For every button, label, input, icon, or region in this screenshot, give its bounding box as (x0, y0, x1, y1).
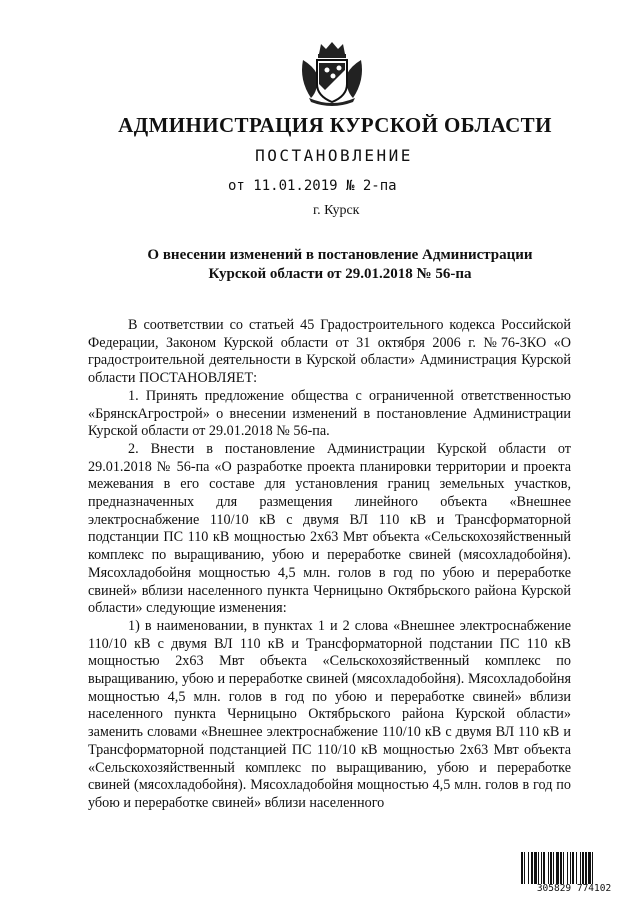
document-body (88, 317, 571, 813)
paragraph-preamble: В соответствии со статьей 45 Градостроительного кодекса Российской Федерации, Законом Курской области от 31 октября 2006 г. №76-ЗКО «О градостроительной деятельности в Курской области» Администрация Курской области ПОСТАНОВЛЯЕТ: (88, 317, 571, 387)
barcode-bars-icon (520, 852, 628, 884)
coat-of-arms-icon (297, 40, 367, 106)
barcode (520, 852, 628, 896)
organization-title: АДМИНИСТРАЦИЯ КУРСКОЙ ОБЛАСТИ (118, 113, 552, 137)
paragraph-item-2: 2. Внести в постановление Администрации Курской области от 29.01.2018 № 56-па «О разработке проекта планировки территории и проекта межевания в его составе для установления границ земельных участков, предназначенных для размещения линейного объекта «Внешнее электроснабжение 110/10 кВ с двумя ВЛ 110 кВ и Трансформаторной подстанции ПС 110 кВ мощностью 2х63 Мвт объекта «Сельскохозяйственный комплекс по выращиванию, убою и переработке свиней (мясохладобойня). Мясохладобойня мощностью 4,5 млн. голов в год по убою и переработке свиней» вблизи населенного пункта Черницыно Октябрьского района Курской области» следующие изменения: (88, 440, 571, 617)
document-subject: О внесении изменений в постановление Администрации Курской области от 29.01.2018 № 56-па (147, 247, 533, 282)
document-date-number: от 11.01.2019 № 2-па (228, 178, 397, 194)
barcode-number: 305829 774102 (536, 883, 612, 894)
paragraph-item-1: 1. Принять предложение общества с ограниченной ответственностью «БрянскАгрострой» о внесении изменений в постановление Администрации Курской области от 29.01.2018 № 56-па. (88, 387, 571, 440)
document-type: ПОСТАНОВЛЕНИЕ (255, 146, 413, 165)
document-city: г. Курск (313, 203, 360, 218)
paragraph-subitem-1: 1) в наименовании, в пунктах 1 и 2 слова «Внешнее электроснабжение 110/10 кВ с двумя ВЛ 110 кВ и Трансформаторной подстании ПС 110 кВ мощностью 2х63 Мвт объекта «Сельскохозяйственный комплекс по выращиванию, убою и переработке свиней (мясохладобойня). Мясохладобойня мощностью 4,5 млн. голов в год по убою и переработке свиней» вблизи населенного пункта Черницыно Октябрьского района Курской области» заменить словами «Внешнее электроснабжение 110/10 кВ с двумя ВЛ 110 кВ и Трансформаторной подстанцией ПС 110/10 кВ мощностью 2х63 Мвт объекта «Сельскохозяйственный комплекс по выращиванию, убою и переработке свиней (мясохладобойня). Мясохладобойня мощностью 4,5 млн. голов в год по убою и переработке свиней» вблизи населенного (88, 617, 571, 811)
